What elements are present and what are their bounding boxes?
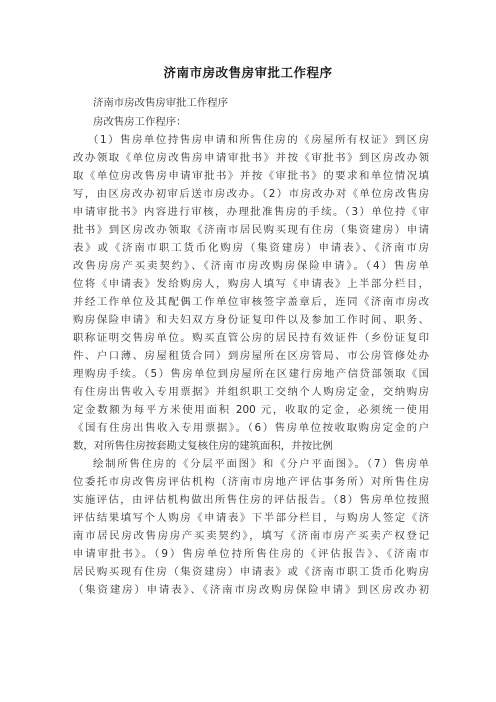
body-line: 购房保险申请》和夫妇双方身份证复印件以及参加工作时间、职务、	[73, 314, 429, 326]
body-line: 《国有住房出售收入专用票据》。（6）售房单位按收取购房定金的户	[73, 422, 429, 434]
body-line: 申请审批书》。（9）售房单位持所售住房的《评估报告》、《济南市	[73, 548, 429, 560]
body-line: 居民购买现有住房（集资建房）申请表》或《济南市职工货币化购房	[73, 566, 429, 578]
body-line: 申请审批书》内容进行审核，办理批准售房的手续。（3）单位持《审	[73, 206, 429, 218]
body-line: 数，对所售住房按套勘丈复核住房的建筑面积，并按比例	[73, 440, 333, 452]
body-line: 位将《申请表》发给购房人，购房人填写《申请表》上半部分栏目，	[73, 278, 429, 290]
body-line: 件、户口薄、房屋租赁合同）到房屋所在区房管局、市公房管修处办	[73, 350, 429, 362]
document-subtitle: 济南市房改售房审批工作程序	[93, 97, 229, 109]
body-line: 批书》到区房改办领取《济南市居民购买现有住房（集资建房）申请	[73, 224, 429, 236]
body-line: 表》或《济南市职工货币化购房（集资建房）申请表》、《济南市房	[73, 242, 429, 254]
body-line: 绘制所售住房的《分层平面图》和《分户平面图》。（7）售房单	[93, 458, 429, 470]
body-line: 实施评估，由评估机构做出所售住房的评估报告。（8）售房单位按照	[73, 494, 429, 506]
body-line: （1）售房单位持售房申请和所售住房的《房屋所有权证》到区房	[88, 134, 429, 146]
section-label: 房改售房工作程序：	[93, 116, 187, 128]
body-line: 职称证明交售房单位。购买直管公房的居民持有效证件（乡份证复印	[73, 332, 429, 344]
body-line: 评估结果填写个人购房《申请表》下半部分栏目，与购房人签定《济	[73, 512, 429, 524]
body-line: 写，由区房改办初审后送市房改办。（2）市房改办对《单位房改售房	[73, 188, 429, 200]
body-line: 有住房出售收入专用票据》并组织职工交纳个人购房定金，交纳购房	[73, 386, 429, 398]
body-line: 定金数额为每平方米使用面积 200 元，收取的定金，必须统一使用	[73, 404, 429, 416]
body-line: 理购房手续。（5）售房单位到房屋所在区建行房地产信贷部领取《国	[73, 368, 429, 380]
body-line: 并经工作单位及其配偶工作单位审核签字盖章后，连同《济南市房改	[73, 296, 429, 308]
body-line: 南市居民房改售房房产买卖契约》，填写《济南市房产买卖产权登记	[73, 530, 429, 542]
body-line: 改售房房产买卖契约》、《济南市房改购房保险申请》。（4）售房单	[73, 260, 429, 272]
body-line: 取《单位房改售房申请审批书》并按《审批书》的要求和单位情况填	[73, 170, 429, 182]
body-line: 位委托市房改售房评估机构（济南市房地产评估事务所）对所售住房	[73, 476, 429, 488]
body-line: （集资建房）申请表》、《济南市房改购房保险申请》到区房改办初	[73, 584, 429, 596]
document-title: 济南市房改售房审批工作程序	[163, 65, 333, 80]
body-line: 改办领取《单位房改售房申请审批书》并按《审批书》到区房改办领	[73, 152, 429, 164]
